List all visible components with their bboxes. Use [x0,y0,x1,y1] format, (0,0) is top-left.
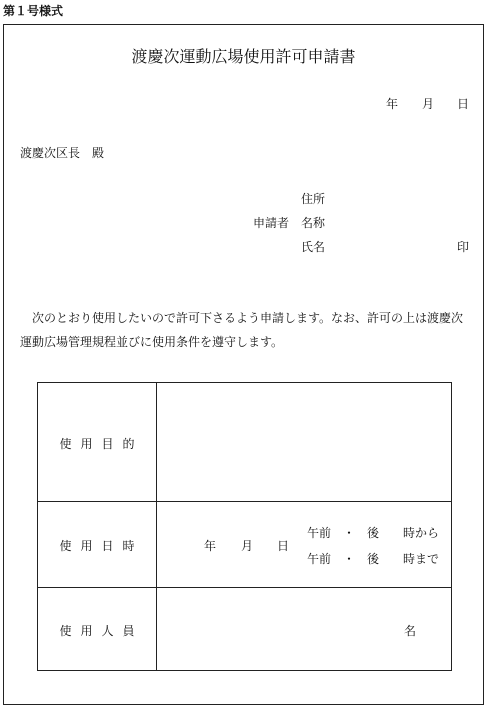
people-label: 使用人員 [59,624,144,638]
date-month-label: 月 [422,97,435,111]
usage-date-day-label: 日 [277,539,290,553]
usage-date-year-label: 年 [204,539,217,553]
applicant-heading: 申請者 [253,216,290,230]
seal-mark: 印 [457,240,470,254]
people-unit-label: 名 [404,624,417,638]
date-day-label: 日 [457,97,470,111]
table-column-divider [156,383,157,670]
usage-date-month-label: 月 [241,539,254,553]
statement-line-2: 運動広場管理規程並びに使用条件を遵守します。 [20,335,284,349]
table-row-divider [38,587,451,588]
usage-details-table [37,382,452,671]
statement-line-1: 次のとおり使用したいので許可下さるよう申請します。なお、許可の上は渡慶次 [32,311,464,325]
datetime-label: 使用日時 [59,539,144,553]
purpose-label: 使用目的 [59,437,144,451]
form-number: 第１号様式 [3,4,64,18]
date-year-label: 年 [386,97,399,111]
addressee: 渡慶次区長 殿 [20,146,105,160]
time-from-line: 午前 ・ 後 時から [307,526,440,540]
org-name-label: 名称 [301,216,326,230]
form-title: 渡慶次運動広場使用許可申請書 [131,47,356,66]
person-name-label: 氏名 [301,240,326,254]
address-label: 住所 [301,192,326,206]
time-to-line: 午前 ・ 後 時まで [307,552,440,566]
table-row-divider [38,501,451,502]
